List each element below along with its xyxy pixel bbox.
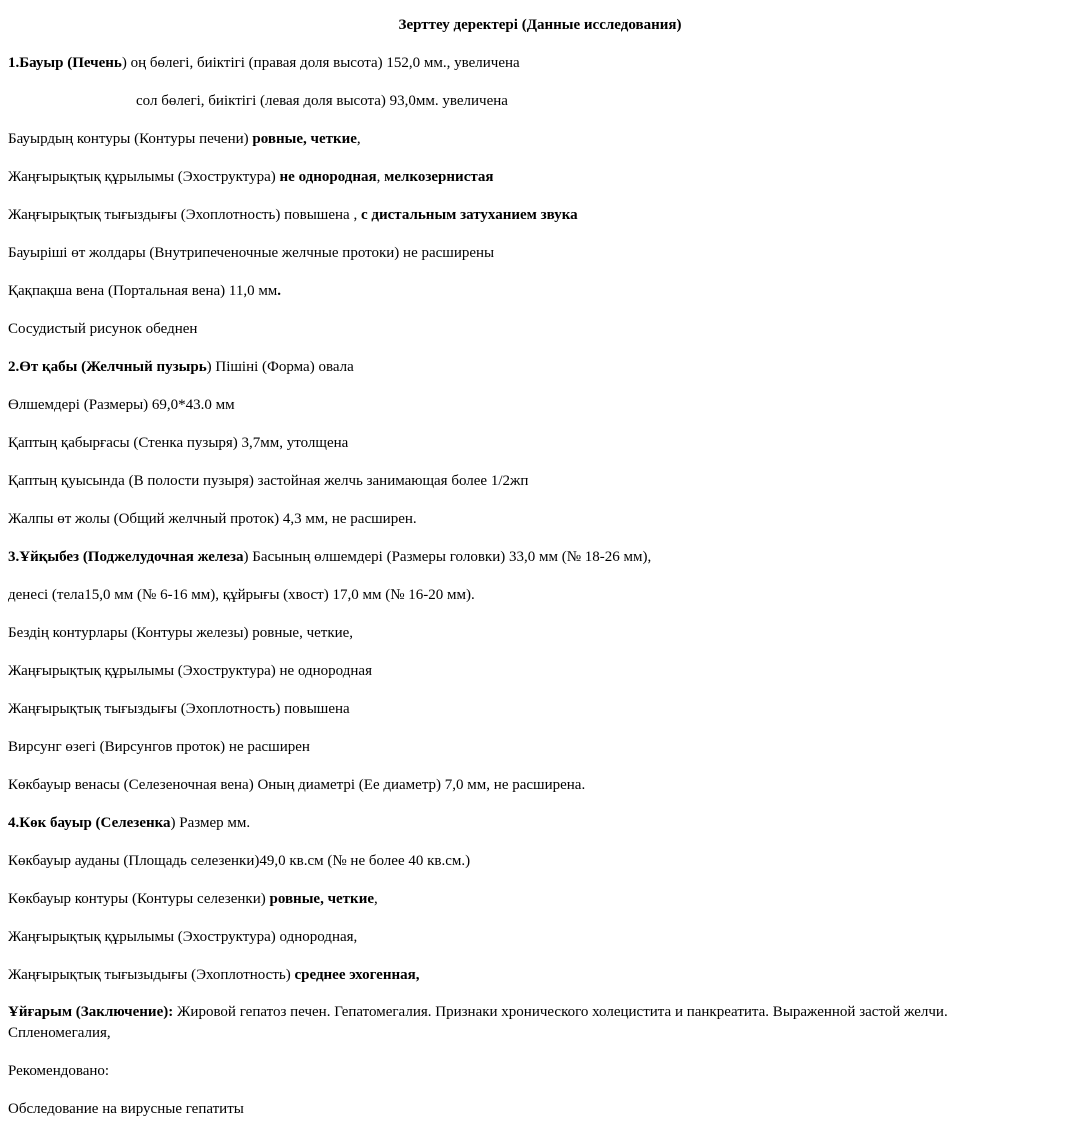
conclusion-text: Жировой гепатоз печен. Гепатомегалия. Признаки хронического холецистита и панкреатита. Выраженной застой желчи. Спленомегалия,	[8, 1004, 948, 1041]
liver-right-lobe: 1.Бауыр (Печень) оң бөлегі, биіктігі (правая доля высота) 152,0 мм., увеличена	[8, 55, 520, 71]
splenic-vein: Көкбауыр венасы (Селезеночная вена) Оның диаметрі (Ее диаметр) 7,0 мм, не расширена.	[8, 777, 586, 793]
gallbladder-heading: 2.Өт қабы (Желчный пузырь	[8, 359, 207, 375]
spleen-size: 4.Көк бауыр (Селезенка) Размер мм.	[8, 815, 251, 831]
liver-echodensity: Жаңғырықтық тығыздығы (Эхоплотность) повышена , с дистальным затуханием звука	[8, 207, 578, 223]
pancreas-head: 3.Ұйқыбез (Поджелудочная железа) Басының өлшемдерi (Размеры головки) 33,0 мм (№ 18-26 мм),	[8, 549, 652, 565]
report-title: Зерттеу деректері (Данные исследования)	[398, 17, 682, 33]
pancreas-wirsung-duct: Вирсунг өзегі (Вирсунгов проток) не расширен	[8, 739, 310, 755]
gallbladder-shape: 2.Өт қабы (Желчный пузырь) Пішіні (Форма) овала	[8, 359, 354, 375]
liver-contours: Бауырдың контуры (Контуры печени) ровные, четкие,	[8, 131, 361, 147]
liver-vascular-pattern: Сосудистый рисунок обеднен	[8, 321, 198, 337]
pancreas-body-tail: денесі (тела15,0 мм (№ 6-16 мм), құйрығы (хвост) 17,0 мм (№ 16-20 мм).	[8, 587, 475, 603]
spleen-heading: 4.Көк бауыр (Селезенка	[8, 815, 171, 831]
recommended-label: Рекомендовано:	[8, 1063, 110, 1079]
gallbladder-common-duct: Жалпы өт жолы (Общий желчный проток) 4,3 мм, не расширен.	[8, 511, 417, 527]
liver-left-lobe: сол бөлегі, биіктігі (левая доля высота) 93,0мм. увеличена	[136, 93, 508, 109]
liver-echostructure: Жаңғырықтық құрылымы (Эхоструктура) не однородная, мелкозернистая	[8, 169, 494, 185]
spleen-area: Көкбауыр ауданы (Площадь селезенки)49,0 кв.см (№ не более 40 кв.см.)	[8, 853, 471, 869]
spleen-echostructure: Жаңғырықтық құрылымы (Эхоструктура) однородная,	[8, 929, 358, 945]
pancreas-echodensity: Жаңғырықтық тығыздығы (Эхоплотность) повышена	[8, 701, 350, 717]
gallbladder-wall: Қаптың қабырғасы (Стенка пузыря) 3,7мм, утолщена	[8, 435, 349, 451]
pancreas-contours: Бездің контурлары (Контуры железы) ровные, четкие,	[8, 625, 354, 641]
spleen-echodensity: Жаңғырықтық тығызыдығы (Эхоплотность) среднее эхогенная,	[8, 967, 420, 983]
gallbladder-cavity: Қаптың қуысында (В полости пузыря) застойная желчь занимающая более 1/2жп	[8, 473, 529, 489]
conclusion	[8, 1002, 1048, 1044]
liver-heading: 1.Бауыр (Печень	[8, 55, 122, 71]
conclusion-label: Ұйғарым (Заключение):	[8, 1004, 174, 1020]
liver-portal-vein: Қақпақша вена (Портальная вена) 11,0 мм.	[8, 283, 282, 299]
liver-ducts: Бауырішi өт жолдары (Внутрипеченочные желчные протоки) не расширены	[8, 245, 495, 261]
pancreas-heading: 3.Ұйқыбез (Поджелудочная железа	[8, 549, 244, 565]
spleen-contours: Көкбауыр контуры (Контуры селезенки) ровные, четкие,	[8, 891, 378, 907]
recommendation-item: Обследование на вирусные гепатиты	[8, 1101, 244, 1117]
pancreas-echostructure: Жаңғырықтық құрылымы (Эхоструктура) не однородная	[8, 663, 372, 679]
gallbladder-size: Өлшемдерi (Размеры) 69,0*43.0 мм	[8, 397, 235, 413]
